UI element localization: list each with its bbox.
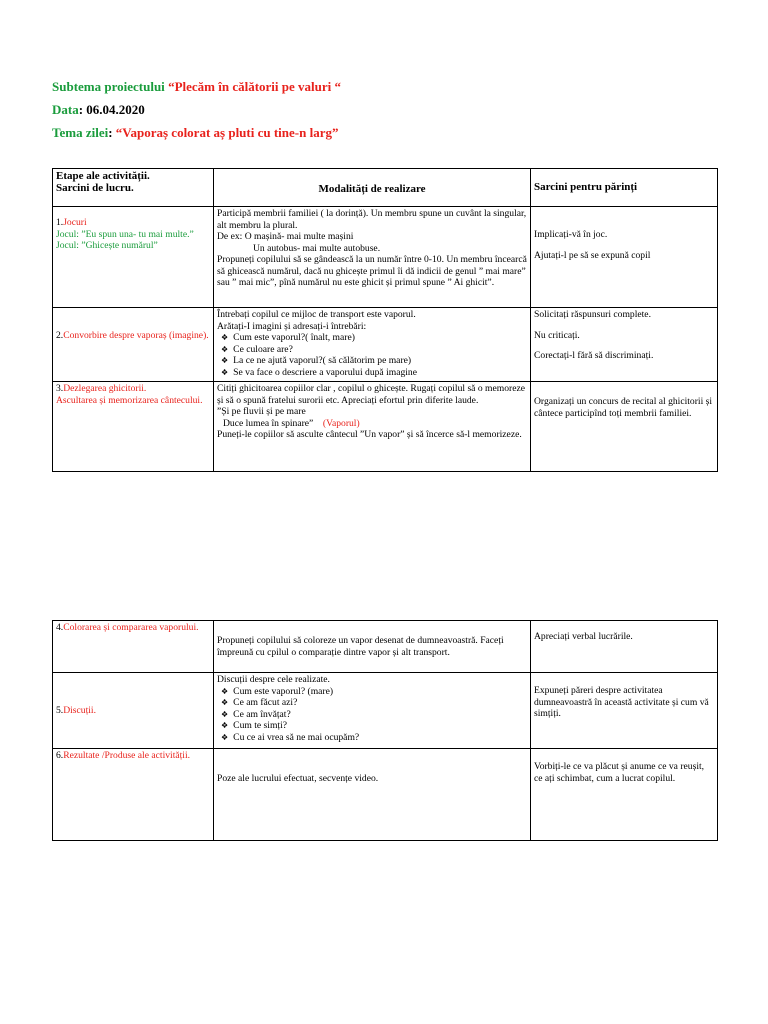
row4-title: Colorarea și compararea vaporului. — [63, 622, 199, 633]
row3-sub: Ascultarea și memorizarea cântecului. — [56, 394, 203, 406]
row4-etapa: 4.Colorarea și compararea vaporului. — [53, 621, 214, 673]
table-header-row — [53, 169, 718, 207]
row1-sub1: Jocul: ”Eu spun una- tu mai multe.” — [56, 228, 194, 240]
table-row — [53, 673, 718, 749]
row6-title: Rezultate /Produse ale activității. — [63, 750, 191, 761]
row1-parinti: Implicați-vă în joc. Ajutați-l pe să se expună copil — [531, 207, 718, 308]
row1-title: Jocuri — [63, 217, 87, 228]
subtema-label: Subtema proiectului — [52, 79, 169, 94]
tema-label: Tema zilei — [52, 125, 109, 140]
header-etape: Etape ale activității. Sarcini de lucru. — [53, 169, 214, 207]
tema-value: “Vaporaș colorat aș pluti cu tine-n larg” — [115, 125, 339, 140]
row3-parinti: Organizați un concurs de recital al ghicitorii și cântece participînd toți membrii familiei. — [531, 382, 718, 472]
table-row — [53, 621, 718, 673]
row5-modalitati: Discuții despre cele realizate. ❖ Cum este vaporul? (mare) ❖ Ce am făcut azi? ❖ Ce am învățat? ❖ Cum te simți? ❖ Cu ce ai vrea să ne mai ocupăm? — [214, 673, 531, 749]
row1-sub2: Jocul: ”Ghicește numărul” — [56, 240, 158, 251]
activities-table-2 — [52, 620, 718, 841]
table-row — [53, 382, 718, 472]
row3-modalitati: Citiți ghicitoarea copiilor clar , copilul o ghicește. Rugați copilul să o memoreze și să o spună fratelui surorii etc. Apreciați efortul prin diferite laude. ”Și pe fluvii și pe mare Duce lumea în spinare” (Vaporul) Puneți-le copiilor să asculte cântecul ”Un vapor” și să încerce să-l memorizeze. — [214, 382, 531, 472]
row6-parinti: Vorbiți-le ce va plăcut și anume ce va reușit, ce ați schimbat, cum a lucrat copilul. — [531, 749, 718, 841]
row5-title: Discuții. — [63, 704, 96, 716]
row3-answer: (Vaporul) — [322, 417, 360, 429]
table-row — [53, 749, 718, 841]
row1-modalitati: Participă membrii familiei ( la dorință). Un membru spune un cuvânt la singular, alt membru la plural. De ex: O mașină- mai multe mașini Un autobus- mai multe autobuse. Propuneți copilului să se gândească la un număr între 0-10. Un membru încearcă să ghicească numărul, dacă nu ghicește primul îi dă indicii de genul ” mai mare” sau ” mai mic”, pînă numărul nu este ghicit și primul spune ” Ai ghicit”. — [214, 207, 531, 308]
activities-table-1 — [52, 168, 718, 472]
row5-parinti: Expuneți păreri despre activitatea dumneavoastră în această activitate și cum vă simțiți. — [531, 673, 718, 749]
row5-etapa: 5.Discuții. — [53, 673, 214, 749]
row2-modalitati: Întrebați copilul ce mijloc de transport este vaporul. Arătați-I imagini și adresați-i întrebări: ❖ Cum este vaporul?( înalt, mare) ❖ Ce culoare are? ❖ La ce ne ajută vaporul?( să călătorim pe mare) ❖ Se va face o descriere a vaporului după imagine — [214, 308, 531, 382]
data-value: : 06.04.2020 — [78, 102, 145, 117]
subtema-line — [52, 79, 341, 95]
table-row — [53, 308, 718, 382]
subtema-value: “Plecăm în călătorii pe valuri “ — [168, 79, 342, 94]
data-line — [52, 102, 145, 118]
tema-colon: : — [108, 125, 116, 140]
table-row — [53, 207, 718, 308]
row1-etapa: 1.Jocuri Jocul: ”Eu spun una- tu mai multe.” Jocul: ”Ghicește numărul” — [53, 207, 214, 308]
row4-modalitati: Propuneți copilului să coloreze un vapor desenat de dumneavoastră. Faceți împreună cu cpilul o comparație dintre vapor și alt transport. — [214, 621, 531, 673]
row6-etapa: 6.Rezultate /Produse ale activității. — [53, 749, 214, 841]
row3-title: Dezlegarea ghicitorii. — [63, 383, 147, 394]
row4-parinti: Apreciați verbal lucrările. — [531, 621, 718, 673]
tema-line — [52, 125, 339, 141]
header-modalitati: Modalități de realizare — [214, 169, 531, 207]
row2-parinti: Solicitați răspunsuri complete. Nu criticați. Corectați-l fără să discriminați. — [531, 308, 718, 382]
header-sarcini-parinti: Sarcini pentru părinți — [531, 169, 718, 207]
row2-etapa: 2.Convorbire despre vaporaș (imagine). — [53, 308, 214, 382]
row2-title: Convorbire despre vaporaș (imagine). — [63, 330, 209, 341]
row6-modalitati: Poze ale lucrului efectuat, secvențe video. — [214, 749, 531, 841]
row3-etapa: 3.Dezlegarea ghicitorii. Ascultarea și memorizarea cântecului. — [53, 382, 214, 472]
data-label: Data — [52, 102, 79, 117]
